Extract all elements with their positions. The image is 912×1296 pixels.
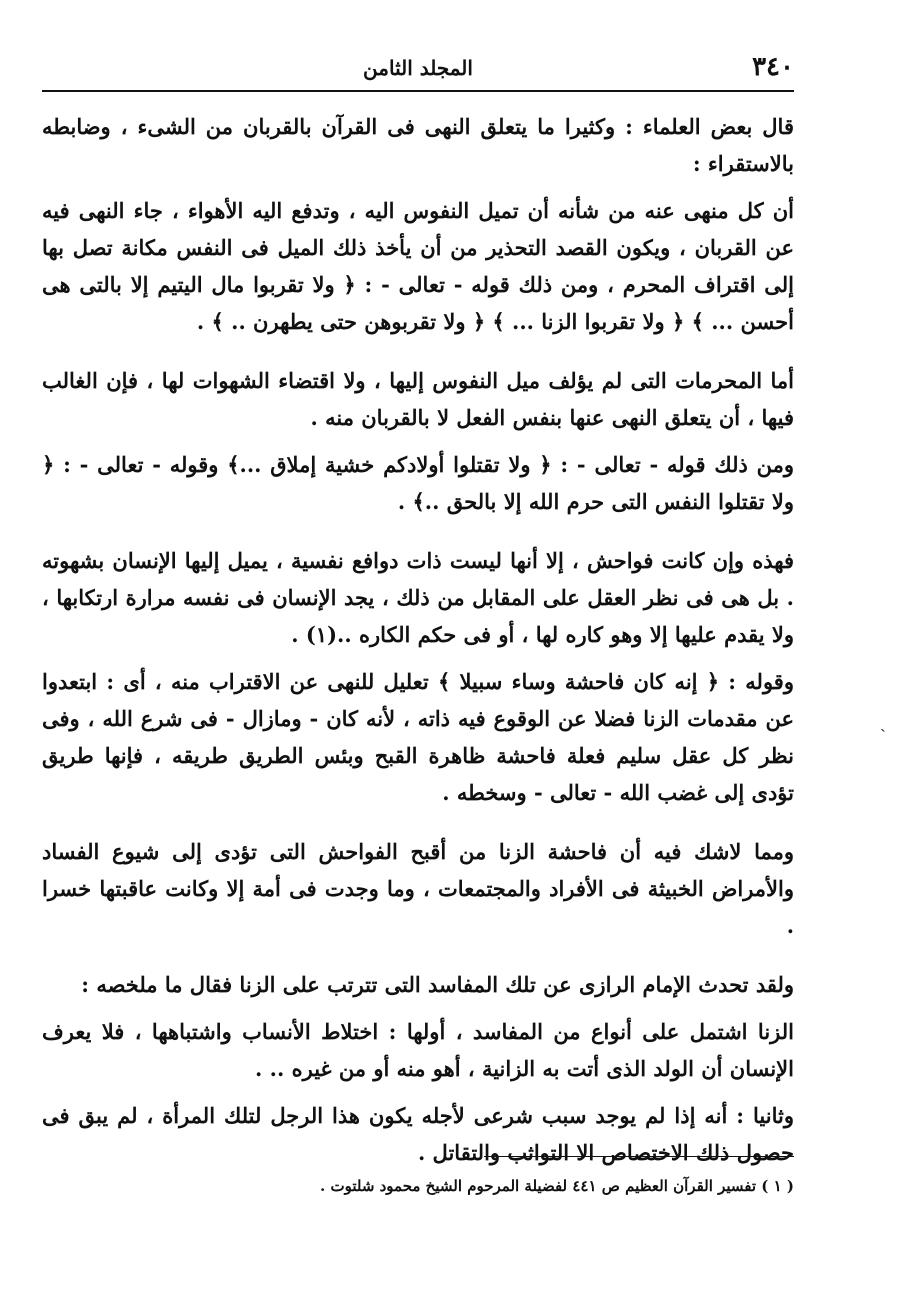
- margin-tick-mark: ˏ: [880, 712, 886, 733]
- footnote: ( ١ ) تفسير القرآن العظيم ص ٤٤١ لفضيلة المرحوم الشيخ محمود شلتوت .: [320, 1177, 794, 1195]
- body-text: [42, 108, 794, 1181]
- page-number: ٣٤٠: [752, 52, 794, 82]
- paragraph: قال بعض العلماء : وكثيرا ما يتعلق النهى فى القرآن بالقربان من الشىء ، وضابطه بالاستقراء :: [42, 114, 794, 176]
- paragraph: أما المحرمات التى لم يؤلف ميل النفوس إليها ، ولا اقتضاء الشهوات لها ، فإن الغالب فيها ، أن يتعلق النهى عنها بنفس الفعل لا بالقربان منه .: [42, 368, 794, 430]
- paragraph: الزنا اشتمل على أنواع من المفاسد ، أولها : اختلاط الأنساب واشتباهها ، فلا يعرف الإنسان أن الولد الذى أتت به الزانية ، أهو منه أو من غيره .. .: [42, 1019, 794, 1081]
- paragraph: ومن ذلك قوله - تعالى - : ﴿ ولا تقتلوا أولادكم خشية إملاق ...﴾ وقوله - تعالى - : ﴿ ولا تقتلوا النفس التى حرم الله إلا بالحق ..﴾ .: [42, 452, 794, 514]
- paragraph: وثانيا : أنه إذا لم يوجد سبب شرعى لأجله يكون هذا الرجل لتلك المرأة ، لم يبق فى حصول ذلك الاختصاص الا التواثب والتقاتل .: [42, 1103, 794, 1165]
- paragraph: وقوله : ﴿ إنه كان فاحشة وساء سبيلا ﴾ تعليل للنهى عن الاقتراب منه ، أى : ابتعدوا عن مقدمات الزنا فضلا عن الوقوع فيه ذاته ، لأنه كان - ومازال - فى شرع الله ، وفى نظر كل عقل سليم فعلة فاحشة ظاهرة القبح وبئس الطريق طريقه ، فإنها طريق تؤدى إلى غضب الله - تعالى - وسخطه .: [42, 669, 794, 805]
- paragraph: فهذه وإن كانت فواحش ، إلا أنها ليست ذات دوافع نفسية ، يميل إليها الإنسان بشهوته . بل هى فى نظر العقل على المقابل من ذلك ، يجد الإنسان فى نفسه مرارة ارتكابها ، ولا يقدم عليها إلا وهو كاره لها ، أو فى حكم الكاره ..(١) .: [42, 548, 794, 647]
- paragraph: ولقد تحدث الإمام الرازى عن تلك المفاسد التى تترتب على الزنا فقال ما ملخصه :: [81, 972, 794, 997]
- running-title: المجلد الثامن: [363, 56, 473, 80]
- paragraph: ومما لاشك فيه أن فاحشة الزنا من أقبح الفواحش التى تؤدى إلى شيوع الفساد والأمراض الخبيثة فى الأفراد والمجتمعات ، وما وجدت فى أمة إلا وكانت عاقبتها خسرا .: [42, 839, 794, 938]
- footnote-divider: [484, 1156, 794, 1157]
- paragraph: أن كل منهى عنه من شأنه أن تميل النفوس اليه ، وتدفع اليه الأهواء ، جاء النهى فيه عن القربان ، ويكون القصد التحذير من أن يأخذ ذلك الميل فى النفس مكانة تصل بها إلى اقتراف المحرم ، ومن ذلك قوله - تعالى - : ﴿ ولا تقربوا مال اليتيم إلا بالتى هى أحسن ... ﴾ ﴿ ولا تقربوا الزنا ... ﴾ ﴿ ولا تقربوهن حتى يطهرن .. ﴾ .: [42, 198, 794, 334]
- page-header: [42, 44, 794, 92]
